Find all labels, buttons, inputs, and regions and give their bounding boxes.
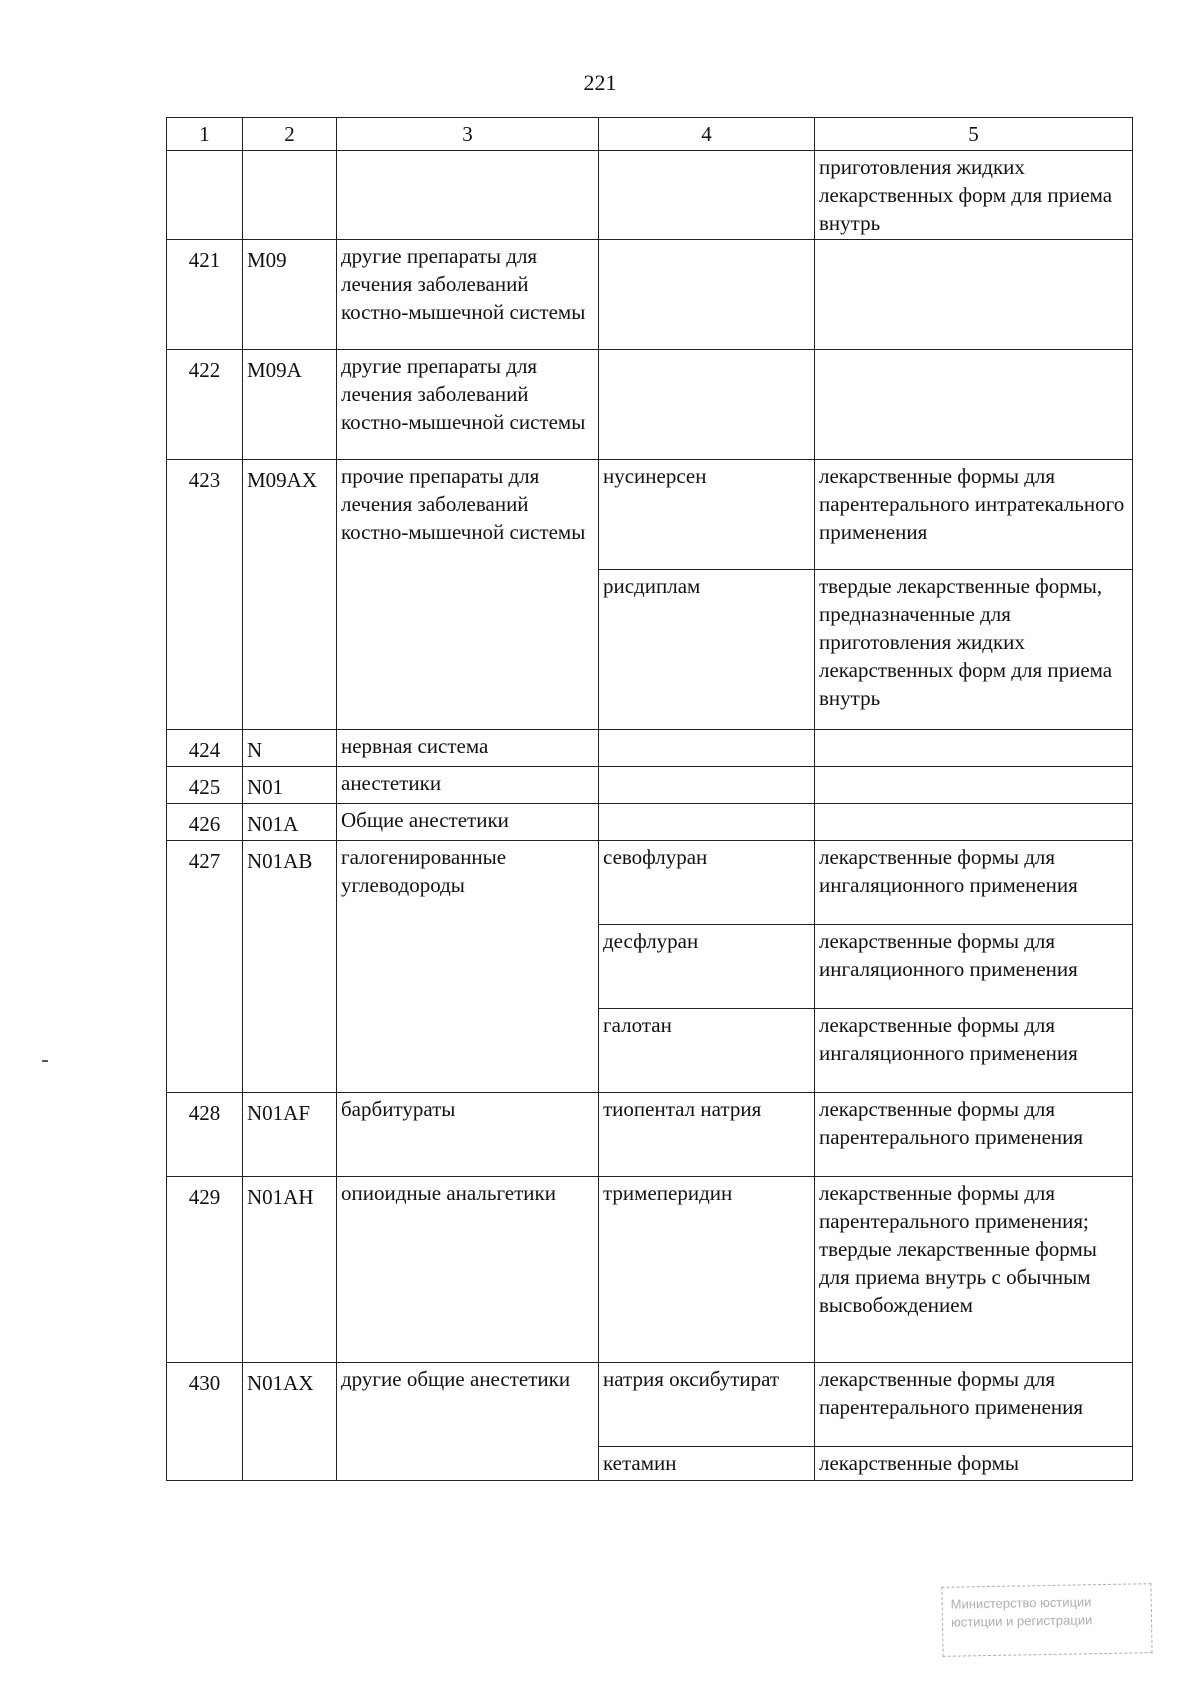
atc-code: N01 [243, 767, 337, 804]
atc-code: N01AB [243, 841, 337, 1093]
row-number: 429 [167, 1177, 243, 1363]
dosage-form [815, 240, 1133, 350]
table-row [167, 460, 1133, 570]
group-name: барбитураты [337, 1093, 599, 1177]
group-name: анестетики [337, 767, 599, 804]
group-name: Общие анестетики [337, 804, 599, 841]
table-row [167, 1093, 1133, 1177]
dosage-form: лекарственные формы для парентерального применения [815, 1363, 1133, 1447]
group-name: прочие препараты для лечения заболеваний костно-мышечной системы [337, 460, 599, 730]
row-number: 424 [167, 730, 243, 767]
atc-code: M09A [243, 350, 337, 460]
row-number: 421 [167, 240, 243, 350]
cell-code [243, 151, 337, 240]
row-number: 423 [167, 460, 243, 730]
group-name: другие препараты для лечения заболеваний костно-мышечной системы [337, 240, 599, 350]
dosage-form: лекарственные формы для парентерального интратекального применения [815, 460, 1133, 570]
cell-group [337, 151, 599, 240]
table-row [167, 804, 1133, 841]
table-row [167, 240, 1133, 350]
atc-code: N01AH [243, 1177, 337, 1363]
table-row [167, 767, 1133, 804]
scan-speck [42, 1060, 48, 1062]
cell-num [167, 151, 243, 240]
atc-code: N01A [243, 804, 337, 841]
atc-code: N [243, 730, 337, 767]
table-row [167, 841, 1133, 925]
table-row [167, 1177, 1133, 1363]
dosage-form [815, 730, 1133, 767]
atc-code: M09AX [243, 460, 337, 730]
atc-code: N01AF [243, 1093, 337, 1177]
drug-name: тиопентал натрия [599, 1093, 815, 1177]
drug-name [599, 767, 815, 804]
atc-code: N01AX [243, 1363, 337, 1481]
dosage-form [815, 804, 1133, 841]
atc-code: M09 [243, 240, 337, 350]
group-name: галогенированные углеводороды [337, 841, 599, 1093]
medicines-table [166, 117, 1133, 1481]
group-name: нервная система [337, 730, 599, 767]
page-number: 221 [583, 70, 617, 95]
row-number: 425 [167, 767, 243, 804]
dosage-form: лекарственные формы для ингаляционного применения [815, 925, 1133, 1009]
table-row-continuation [167, 151, 1133, 240]
drug-name: натрия оксибутират [599, 1363, 815, 1447]
group-name: другие препараты для лечения заболеваний костно-мышечной системы [337, 350, 599, 460]
table-row [167, 730, 1133, 767]
col-header-4: 4 [599, 118, 815, 151]
dosage-form: лекарственные формы для ингаляционного применения [815, 1009, 1133, 1093]
dosage-form [815, 350, 1133, 460]
group-name: опиоидные анальгетики [337, 1177, 599, 1363]
drug-name [599, 730, 815, 767]
table-row [167, 350, 1133, 460]
col-header-5: 5 [815, 118, 1133, 151]
header-row [167, 118, 1133, 151]
col-header-3: 3 [337, 118, 599, 151]
drug-name: кетамин [599, 1447, 815, 1481]
drug-name: севофлуран [599, 841, 815, 925]
cell-form: приготовления жидких лекарственных форм для приема внутрь [815, 151, 1133, 240]
col-header-2: 2 [243, 118, 337, 151]
stamp-line-1: Министерство юстиции [950, 1594, 1092, 1612]
drug-name: нусинерсен [599, 460, 815, 570]
drug-name [599, 804, 815, 841]
drug-name [599, 350, 815, 460]
stamp-line-2: юстиции и регистрации [950, 1612, 1093, 1630]
drug-name: рисдиплам [599, 570, 815, 730]
col-header-1: 1 [167, 118, 243, 151]
dosage-form: лекарственные формы для ингаляционного применения [815, 841, 1133, 925]
drug-name: тримеперидин [599, 1177, 815, 1363]
registration-stamp [941, 1583, 1152, 1657]
dosage-form: лекарственные формы для парентерального применения [815, 1093, 1133, 1177]
cell-drug [599, 151, 815, 240]
dosage-form: лекарственные формы [815, 1447, 1133, 1481]
drug-name: галотан [599, 1009, 815, 1093]
dosage-form [815, 767, 1133, 804]
row-number: 428 [167, 1093, 243, 1177]
table-row [167, 1363, 1133, 1447]
drug-name: десфлуран [599, 925, 815, 1009]
row-number: 422 [167, 350, 243, 460]
dosage-form: лекарственные формы для парентерального применения; твердые лекарственные формы для приема внутрь с обычным высвобождением [815, 1177, 1133, 1363]
drug-name [599, 240, 815, 350]
row-number: 427 [167, 841, 243, 1093]
dosage-form: твердые лекарственные формы, предназначенные для приготовления жидких лекарственных форм для приема внутрь [815, 570, 1133, 730]
group-name: другие общие анестетики [337, 1363, 599, 1481]
row-number: 430 [167, 1363, 243, 1481]
row-number: 426 [167, 804, 243, 841]
